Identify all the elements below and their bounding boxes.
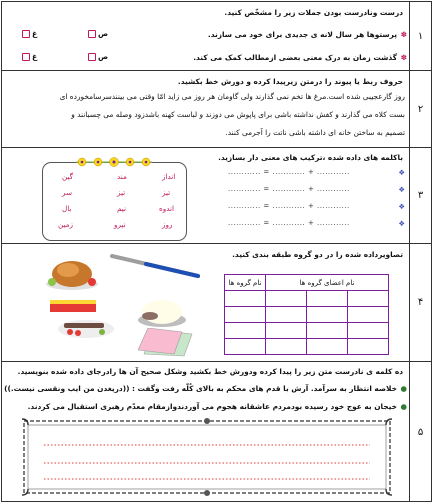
bullet-icon: ❖ xyxy=(398,168,405,177)
grouping-table xyxy=(224,274,389,355)
paragraph-line: خلاصه انتظار به سرآمد. آرش با قدم های محکم به بالای کُلّه رفت وگفت : ((دریغدن من ایب ونقسی نیست.)) xyxy=(4,384,397,393)
rice-icon xyxy=(136,292,188,328)
bullet-icon: ❖ xyxy=(398,219,405,228)
checkbox-wrong[interactable] xyxy=(22,53,30,61)
paragraph-line: روز گارعجیبی شده است.مرغ ها تخم نمی گذارند ولی گاومان هر روز می زاید امّا وقتی می بینندسرسامخورده ای xyxy=(59,92,405,101)
statement: گذشت زمان به درک معنی بعضی ازمطالب کمک می کند. xyxy=(193,53,397,62)
question-2 xyxy=(2,71,431,148)
worksheet xyxy=(1,1,432,502)
paragraph-line: بست کلاه می گذارند و کفش نداشته باشی برای پاپوش می دوزند و لباست کهنه باشدزود وصله می چسبانند و xyxy=(71,110,405,119)
word: بال xyxy=(62,204,72,213)
question-title: باکلمه های داده شده ،ترکیب های معنی دار بسازید. xyxy=(218,153,403,162)
question-5 xyxy=(2,362,431,502)
word: مند xyxy=(117,172,127,181)
bullet-icon: ❖ xyxy=(398,185,405,194)
checkbox-correct[interactable] xyxy=(88,30,96,38)
question-number: ۵ xyxy=(409,362,431,502)
word: سر xyxy=(62,188,72,197)
bullet-icon: ● xyxy=(400,402,407,411)
label-correct: ص xyxy=(98,29,109,38)
table-cell[interactable] xyxy=(266,307,307,323)
statement: پرستوها هر سال لانه ی جدیدی برای خود می سازند. xyxy=(207,30,397,39)
answer-line[interactable]: ............ + ............ = ............ xyxy=(228,185,350,193)
answer-line[interactable]: ............ + ............ = ............ xyxy=(228,219,350,227)
table-cell[interactable] xyxy=(348,323,389,339)
checkbox-correct[interactable] xyxy=(88,53,96,61)
word: تیز xyxy=(162,188,171,197)
book-icon xyxy=(48,296,98,314)
bullet-icon: ✽ xyxy=(400,30,407,39)
paragraph-line: خیجان به عوج خود رسیده بودمردم عاشقانه هجوم می آوردندوازمقام معدّم رهبری استقبال می کردند. xyxy=(27,402,397,411)
table-cell[interactable] xyxy=(225,291,266,307)
table-cell[interactable] xyxy=(348,339,389,355)
question-title: ده کلمه ی نادرست متن زیر را پیدا کرده ودورش خط بکشید وشکل صحیح آن ها رادرجای داده شده بنویسید. xyxy=(17,367,403,376)
table-cell[interactable] xyxy=(225,339,266,355)
checkbox-wrong[interactable] xyxy=(22,30,30,38)
table-cell[interactable] xyxy=(307,339,348,355)
question-number: ۴ xyxy=(409,244,431,361)
answer-line[interactable]: ............ + ............ = ............ xyxy=(228,202,350,210)
question-3 xyxy=(2,148,431,244)
table-cell[interactable] xyxy=(348,307,389,323)
word: نیم xyxy=(117,204,126,213)
answer-frame-border xyxy=(20,417,394,497)
table-cell[interactable] xyxy=(266,291,307,307)
label-wrong: غ xyxy=(32,29,38,38)
table-cell[interactable] xyxy=(266,323,307,339)
flower-decoration-icon xyxy=(74,155,154,169)
bullet-icon: ● xyxy=(400,384,407,393)
word: زمین xyxy=(58,220,73,229)
question-title: تصاویرداده شده را در دو گروه طبقه بندی کنید. xyxy=(232,250,403,259)
question-title: حروف ربط یا پیوند را درمتن زیرپیدا کرده و دورش خط بکشید. xyxy=(177,77,403,86)
word: اندوه xyxy=(159,204,175,213)
pen-icon xyxy=(106,250,202,280)
table-cell[interactable] xyxy=(266,339,307,355)
table-header: نام گروه ها xyxy=(225,275,266,291)
chicken-icon xyxy=(44,252,100,292)
question-title: درست ونادرست بودن جملات زیر را مشخّص کنید. xyxy=(224,8,403,17)
label-wrong: غ xyxy=(32,52,38,61)
question-number: ۲ xyxy=(409,71,431,147)
label-correct: ص xyxy=(98,52,109,61)
question-4 xyxy=(2,244,431,362)
table-cell[interactable] xyxy=(225,323,266,339)
answer-line[interactable]: ............ + ............ = ............ xyxy=(228,168,350,176)
table-cell[interactable] xyxy=(307,307,348,323)
table-cell[interactable] xyxy=(348,291,389,307)
word: تیز xyxy=(117,188,126,197)
word: انداز xyxy=(162,172,176,181)
table-cell[interactable] xyxy=(307,291,348,307)
word: روز xyxy=(162,220,173,229)
bullet-icon: ❖ xyxy=(398,202,405,211)
paragraph-line: تصمیم به ساختن خانه ای داشته باشی ناتت را آجرمی کنند. xyxy=(225,128,405,137)
word: گین xyxy=(62,172,74,181)
word: نیرو xyxy=(114,220,126,229)
table-cell[interactable] xyxy=(307,323,348,339)
table-header: نام اعضای گروه ها xyxy=(266,275,389,291)
kebab-icon xyxy=(56,314,116,340)
question-1 xyxy=(2,2,431,71)
paper-icon xyxy=(134,328,196,358)
question-number: ۳ xyxy=(409,148,431,243)
question-number: ۱ xyxy=(409,2,431,70)
table-cell[interactable] xyxy=(225,307,266,323)
bullet-icon: ✽ xyxy=(400,53,407,62)
